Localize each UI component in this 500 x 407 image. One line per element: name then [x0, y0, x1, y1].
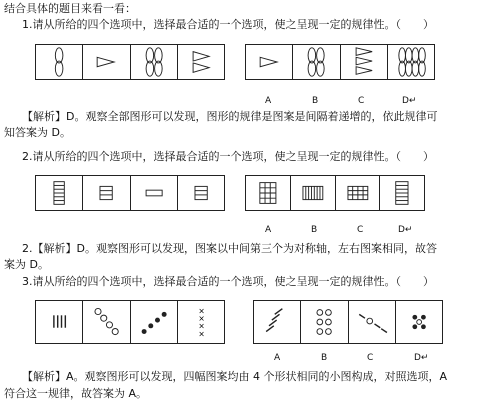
q1-question: 1.请从所给的四个选项中，选择最合适的一个选项，使之呈现一定的规律性。（ ）	[22, 18, 434, 31]
q1-seq-cell-3	[131, 45, 178, 79]
q1-sequence	[35, 44, 225, 80]
q1-option-c[interactable]	[341, 45, 388, 79]
q3-label-c: C	[367, 353, 374, 363]
q3-option-a[interactable]	[254, 301, 301, 343]
q3-seq-cell-2	[83, 301, 130, 343]
q1-answer-line2: 知答案为 D。	[4, 126, 71, 139]
q1-label-b: B	[312, 96, 319, 106]
q2-option-b[interactable]	[291, 176, 336, 210]
q1-label-a: A	[265, 96, 272, 106]
q1-label-d: D↵	[402, 96, 417, 106]
q2-options	[245, 175, 425, 211]
q2-label-d: D↵	[398, 225, 413, 235]
q2-seq-cell-1	[36, 176, 83, 210]
q2-answer-line2: 案为 D。	[4, 258, 49, 271]
q3-option-d[interactable]	[396, 301, 442, 343]
q3-sequence	[35, 300, 225, 344]
q1-options	[245, 44, 435, 80]
q1-option-d[interactable]	[388, 45, 434, 79]
svg-text:×: ×	[198, 321, 205, 331]
q1-seq-cell-4	[178, 45, 224, 79]
q3-answer-line1: 【解析】A。观察图形可以发现，四幅图案均由 4 个形状相同的小图构成，对照选项，A	[22, 370, 448, 383]
q3-options	[253, 300, 443, 344]
q1-seq-cell-1	[36, 45, 83, 79]
q1-answer-line1: 【解析】D。观察全部图形可以发现，图形的规律是图案是间隔着递增的，依此规律可	[22, 110, 438, 123]
q2-answer-line1: 2.【解析】D。观察图形可以发现，图案以中间第三个为对称轴，左右图案相同，故答	[22, 242, 437, 255]
q2-label-a: A	[265, 225, 272, 235]
q3-label-a: A	[274, 353, 281, 363]
q2-seq-cell-3	[131, 176, 178, 210]
q3-label-d: D↵	[414, 353, 429, 363]
intro-text: 结合具体的题目来看一看：	[4, 2, 136, 15]
svg-text:×: ×	[198, 306, 205, 316]
q2-seq-cell-4	[178, 176, 224, 210]
q2-sequence	[35, 175, 225, 211]
q3-option-b[interactable]	[301, 301, 348, 343]
q2-option-d[interactable]	[380, 176, 424, 210]
q1-option-b[interactable]	[293, 45, 340, 79]
q3-question: 3.请从所给的四个选项中，选择最合适的一个选项，使之呈现一定的规律性。（ ）	[22, 275, 434, 288]
q2-option-a[interactable]	[246, 176, 291, 210]
q3-seq-cell-3	[131, 301, 178, 343]
q2-label-b: B	[311, 225, 318, 235]
q3-answer-line2: 符合这一规律，故答案为 A。	[4, 387, 148, 400]
q2-label-c: C	[357, 225, 364, 235]
q2-seq-cell-2	[83, 176, 130, 210]
q1-label-c: C	[358, 96, 365, 106]
svg-text:×: ×	[198, 314, 205, 324]
q3-seq-cell-4	[178, 301, 224, 343]
q3-label-b: B	[321, 353, 328, 363]
q2-question: 2.请从所给的四个选项中，选择最合适的一个选项，使之呈现一定的规律性。（ ）	[22, 150, 434, 163]
q2-option-c[interactable]	[336, 176, 381, 210]
q3-option-c[interactable]	[349, 301, 396, 343]
q1-option-a[interactable]	[246, 45, 293, 79]
q1-seq-cell-2	[83, 45, 130, 79]
q3-seq-cell-1	[36, 301, 83, 343]
svg-text:×: ×	[198, 329, 205, 339]
